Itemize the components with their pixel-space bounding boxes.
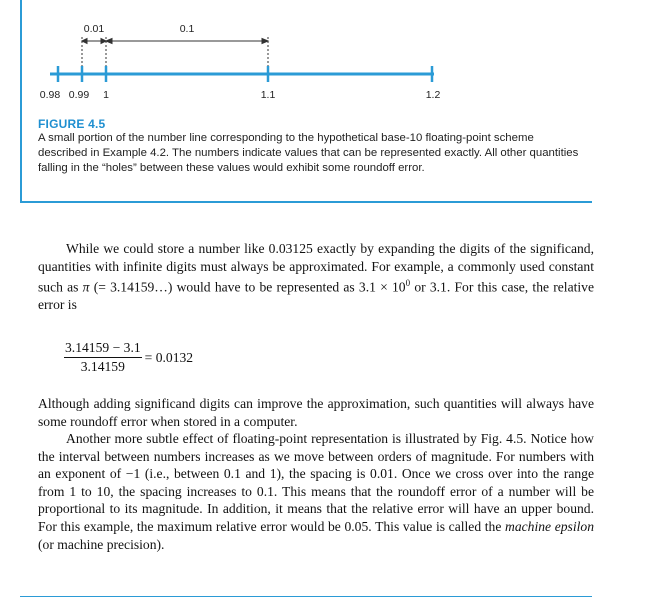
figure-bottom-rule bbox=[20, 201, 592, 203]
interval-label-0.1: 0.1 bbox=[179, 23, 195, 35]
interval-label-0.01: 0.01 bbox=[83, 23, 105, 35]
figure-title: FIGURE 4.5 bbox=[38, 117, 106, 131]
paragraph-1-end: or 3.1. For this case, the relative error is bbox=[38, 279, 594, 313]
paragraph-1-mid: (= 3.14159…) would have to be represented as 3.1 × 10 bbox=[89, 279, 406, 295]
interval-0.01-arrow bbox=[82, 37, 106, 67]
paragraph-2: Although adding significand digits can improve the approximation, such quantities will always have some roundoff error when stored in a computer. bbox=[38, 396, 594, 429]
paragraph-3-text: Another more subtle effect of floating-point representation is illustrated by Fig. 4.5. Notice how the interval between numbers increases as we move between orders of magnitude. For numbers with an exponent of −1 (i.e., between 0.1 and 1), the spacing is 0.01. Once we cross over into the range from 1 to 10, the spacing increases to 0.1. This means that the roundoff error of a number will be proportional to its magnitude. In addition, it means that the relative error will have an upper bound. For this example, the maximum relative error would be 0.05. This value is called the bbox=[38, 431, 594, 534]
pi-symbol: π bbox=[82, 279, 90, 295]
paragraph-1-text: While we could store a number like 0.03125 exactly by expanding the digits of the significand, quantities with infinite digits must always be approximated. For example, a commonly used constant such as bbox=[38, 241, 594, 295]
axis-label-1: 1 bbox=[103, 89, 109, 101]
axis-label-1.1: 1.1 bbox=[260, 89, 276, 101]
axis-label-0.98: 0.98 bbox=[39, 89, 61, 101]
interval-0.1-arrow bbox=[106, 37, 268, 67]
exponent: 0 bbox=[405, 278, 411, 289]
relative-error-equation bbox=[64, 340, 193, 375]
machine-epsilon-term: machine epsilon bbox=[505, 518, 594, 534]
equation-result: = 0.0132 bbox=[144, 349, 194, 365]
fraction-numerator: 3.14159 − 3.1 bbox=[64, 340, 142, 358]
fraction-denominator: 3.14159 bbox=[80, 359, 125, 374]
paragraph-3 bbox=[38, 430, 594, 553]
page-bottom-rule bbox=[20, 596, 592, 597]
fraction bbox=[64, 340, 142, 375]
paragraph-1 bbox=[38, 240, 594, 314]
number-line-figure bbox=[0, 0, 645, 115]
paragraph-3-end: (or machine precision). bbox=[38, 536, 165, 552]
figure-caption: A small portion of the number line corresponding to the hypothetical base-10 floating-point scheme described in Example 4.2. The numbers indicate values that can be represented exactly. All other quantities falling in the “holes” between these values would exhibit some roundoff error. bbox=[38, 132, 579, 174]
axis-label-0.99: 0.99 bbox=[68, 89, 90, 101]
axis-label-1.2: 1.2 bbox=[425, 89, 441, 101]
